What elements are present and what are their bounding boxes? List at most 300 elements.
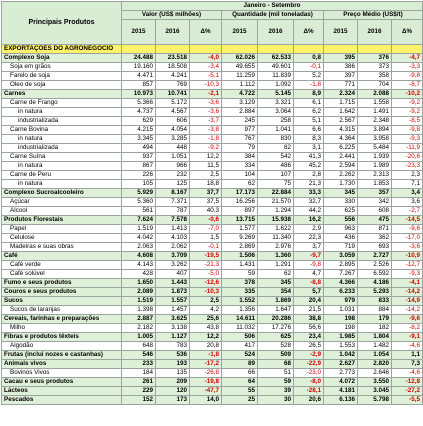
- cell-value: 494: [122, 144, 156, 153]
- cell-value: 59: [258, 378, 294, 387]
- cell-value: 1.642: [324, 108, 358, 117]
- cell-value: -3,6: [190, 108, 222, 117]
- row-label: Fibras e produtos têxteis: [2, 333, 122, 342]
- cell-value: 3.129: [222, 99, 258, 108]
- row-label: Cacau e seus produtos: [2, 378, 122, 387]
- cell-value: 5.798: [358, 396, 392, 405]
- cell-value: 30: [258, 396, 294, 405]
- table-row: [2, 369, 423, 378]
- cell-value: 55: [222, 387, 258, 396]
- cell-value: 7.267: [324, 270, 358, 279]
- cell-value: 1.112: [222, 81, 258, 90]
- table-row: [2, 162, 423, 171]
- cell-value: 3.894: [358, 126, 392, 135]
- cell-value: 11.340: [258, 234, 294, 243]
- cell-value: 26,5: [294, 342, 324, 351]
- table-row: [2, 189, 423, 198]
- cell-value: 107: [258, 171, 294, 180]
- group-header-value: Valor (US$ milhões): [122, 11, 222, 20]
- cell-value: 8,3: [294, 135, 324, 144]
- cell-value: 12,2: [190, 333, 222, 342]
- cell-value: 40,3: [190, 207, 222, 216]
- cell-value: 4.471: [122, 72, 156, 81]
- cell-value: 783: [156, 342, 190, 351]
- cell-value: [156, 45, 190, 54]
- cell-value: -12,6: [190, 279, 222, 288]
- cell-value: 830: [258, 135, 294, 144]
- cell-value: -4,7: [392, 54, 423, 63]
- row-label: Frutas (inclui nozes e castanhas): [2, 351, 122, 360]
- row-label: Sucos: [2, 297, 122, 306]
- table-row: [2, 252, 423, 261]
- cell-value: -26,8: [190, 369, 222, 378]
- cell-value: [222, 45, 258, 54]
- cell-value: -19,5: [190, 252, 222, 261]
- cell-value: 2,5: [190, 297, 222, 306]
- cell-value: 4.072: [324, 378, 358, 387]
- cell-value: 2.895: [324, 261, 358, 270]
- cell-value: 20,8: [190, 342, 222, 351]
- cell-value: 6,1: [294, 99, 324, 108]
- row-label: Café: [2, 252, 122, 261]
- sub-header-delta: Δ%: [190, 20, 222, 45]
- table-row: [2, 108, 423, 117]
- cell-value: 1.558: [358, 99, 392, 108]
- cell-value: 345: [324, 189, 358, 198]
- row-label: Produtos Florestais: [2, 216, 122, 225]
- cell-value: 37,5: [190, 198, 222, 207]
- cell-value: 1.398: [122, 306, 156, 315]
- cell-value: 9.269: [222, 234, 258, 243]
- cell-value: 44,2: [294, 207, 324, 216]
- cell-value: 1.360: [258, 252, 294, 261]
- cell-value: 1.005: [122, 333, 156, 342]
- cell-value: -3,8: [190, 126, 222, 135]
- cell-value: 528: [258, 342, 294, 351]
- cell-value: 79: [222, 144, 258, 153]
- cell-value: -2,9: [294, 351, 324, 360]
- row-label: Algodão: [2, 342, 122, 351]
- cell-value: [258, 45, 294, 54]
- table-row: [2, 90, 423, 99]
- cell-value: -9,6: [392, 225, 423, 234]
- sub-header-delta: Δ%: [392, 20, 423, 45]
- cell-value: -9,1: [392, 333, 423, 342]
- cell-value: 977: [222, 126, 258, 135]
- cell-value: 24.488: [122, 54, 156, 63]
- cell-value: 16,2: [294, 216, 324, 225]
- cell-value: 2,8: [294, 171, 324, 180]
- cell-value: 1.127: [156, 333, 190, 342]
- row-label: Fumo e seus produtos: [2, 279, 122, 288]
- cell-value: 407: [156, 270, 190, 279]
- cell-value: -19,8: [190, 378, 222, 387]
- cell-value: 184: [122, 369, 156, 378]
- row-label: Café verde: [2, 261, 122, 270]
- cell-value: 1.939: [358, 153, 392, 162]
- cell-value: 428: [122, 270, 156, 279]
- cell-value: 1.804: [358, 333, 392, 342]
- sub-header-2016: 2016: [258, 20, 294, 45]
- cell-value: -2,1: [190, 90, 222, 99]
- cell-value: -47,7: [190, 387, 222, 396]
- sub-header-2015: 2015: [222, 20, 258, 45]
- cell-value: 2.262: [324, 171, 358, 180]
- cell-value: 7.371: [156, 198, 190, 207]
- row-label: in natura: [2, 180, 122, 189]
- cell-value: [294, 45, 324, 54]
- cell-value: 1.294: [258, 207, 294, 216]
- period-header: Janeiro - Setembro: [122, 2, 423, 11]
- cell-value: 2,9: [294, 225, 324, 234]
- cell-value: 1.457: [156, 306, 190, 315]
- cell-value: 334: [222, 162, 258, 171]
- cell-value: 1.730: [324, 180, 358, 189]
- row-label: Bovinos Vivos: [2, 369, 122, 378]
- cell-value: 4.737: [122, 108, 156, 117]
- table-row: [2, 45, 423, 54]
- cell-value: 120: [156, 387, 190, 396]
- cell-value: 2.820: [358, 360, 392, 369]
- row-label: Complexo Sucroalcooleiro: [2, 189, 122, 198]
- cell-value: -5,1: [190, 72, 222, 81]
- cell-value: 357: [358, 189, 392, 198]
- table-row: [2, 306, 423, 315]
- cell-value: 1.552: [222, 297, 258, 306]
- cell-value: 1.413: [156, 225, 190, 234]
- cell-value: -10,9: [392, 252, 423, 261]
- cell-value: -9,3: [392, 270, 423, 279]
- cell-value: 362: [358, 234, 392, 243]
- cell-value: 49.655: [222, 63, 258, 72]
- cell-value: 5.366: [122, 99, 156, 108]
- cell-value: 5,1: [294, 117, 324, 126]
- cell-value: 384: [222, 153, 258, 162]
- cell-value: 4.181: [324, 387, 358, 396]
- cell-value: 4.143: [122, 261, 156, 270]
- cell-value: 3,1: [294, 144, 324, 153]
- cell-value: 1.553: [324, 342, 358, 351]
- table-row: [2, 243, 423, 252]
- table-row: [2, 216, 423, 225]
- cell-value: 39: [258, 387, 294, 396]
- cell-value: 261: [122, 378, 156, 387]
- cell-value: 2.884: [222, 108, 258, 117]
- cell-value: 4.315: [324, 126, 358, 135]
- cell-value: 3.709: [156, 252, 190, 261]
- cell-value: 7.624: [122, 216, 156, 225]
- row-label: industrializada: [2, 117, 122, 126]
- cell-value: 5,2: [294, 72, 324, 81]
- cell-value: 335: [222, 288, 258, 297]
- cell-value: 4.215: [122, 126, 156, 135]
- cell-value: -14,9: [392, 297, 423, 306]
- sub-header-2015: 2015: [324, 20, 358, 45]
- cell-value: 693: [358, 243, 392, 252]
- cell-value: 37,7: [190, 189, 222, 198]
- sub-header-2016: 2016: [156, 20, 190, 45]
- row-label: Celulose: [2, 234, 122, 243]
- table-row: [2, 117, 423, 126]
- cell-value: 232: [156, 171, 190, 180]
- cell-value: 524: [222, 351, 258, 360]
- table-row: [2, 351, 423, 360]
- cell-value: 4.567: [156, 108, 190, 117]
- table-row: [2, 288, 423, 297]
- cell-value: 4.103: [156, 234, 190, 243]
- cell-value: 182: [358, 324, 392, 333]
- table-row: [2, 135, 423, 144]
- agribusiness-exports-table: [1, 1, 423, 405]
- cell-value: 6.592: [358, 270, 392, 279]
- cell-value: -9,2: [392, 108, 423, 117]
- table-row: [2, 54, 423, 63]
- cell-value: 1.042: [324, 351, 358, 360]
- cell-value: -3,3: [392, 63, 423, 72]
- cell-value: 966: [156, 162, 190, 171]
- cell-value: -8,0: [294, 378, 324, 387]
- cell-value: 625: [324, 207, 358, 216]
- cell-value: 1,1: [392, 351, 423, 360]
- row-label: industrializada: [2, 144, 122, 153]
- cell-value: [392, 45, 423, 54]
- cell-value: 2.324: [324, 90, 358, 99]
- cell-value: 33,3: [294, 189, 324, 198]
- table-row: [2, 333, 423, 342]
- cell-value: 704: [358, 81, 392, 90]
- cell-value: 49.601: [258, 63, 294, 72]
- cell-value: 82: [258, 144, 294, 153]
- cell-value: 3.059: [324, 252, 358, 261]
- cell-value: 342: [358, 198, 392, 207]
- cell-value: 509: [258, 351, 294, 360]
- row-label: Carne Bovina: [2, 126, 122, 135]
- cell-value: 22,3: [294, 234, 324, 243]
- table-row: [2, 270, 423, 279]
- row-label: in natura: [2, 162, 122, 171]
- cell-value: 2.594: [324, 162, 358, 171]
- cell-value: 1.506: [222, 252, 258, 261]
- row-label: Carne Suína: [2, 153, 122, 162]
- cell-value: 771: [324, 81, 358, 90]
- cell-value: 198: [324, 315, 358, 324]
- cell-value: 3.958: [358, 135, 392, 144]
- cell-value: -9,8: [392, 72, 423, 81]
- cell-value: 486: [258, 162, 294, 171]
- cell-value: -3,6: [392, 243, 423, 252]
- cell-value: 7,3: [392, 360, 423, 369]
- row-label: Carne de Frango: [2, 99, 122, 108]
- cell-value: -10,2: [392, 90, 423, 99]
- cell-value: 871: [358, 225, 392, 234]
- cell-value: 3.345: [122, 135, 156, 144]
- sub-header-delta: Δ%: [294, 20, 324, 45]
- cell-value: 884: [358, 306, 392, 315]
- cell-value: 2.063: [122, 243, 156, 252]
- cell-value: -3,4: [190, 63, 222, 72]
- cell-value: 1.092: [258, 81, 294, 90]
- cell-value: 1.431: [222, 261, 258, 270]
- cell-value: 608: [358, 207, 392, 216]
- cell-value: -12,7: [392, 261, 423, 270]
- cell-value: [358, 45, 392, 54]
- cell-value: -14,2: [392, 306, 423, 315]
- cell-value: -27,2: [392, 387, 423, 396]
- cell-value: 1.869: [258, 297, 294, 306]
- cell-value: 62: [258, 270, 294, 279]
- cell-value: 104: [222, 171, 258, 180]
- cell-value: -20,6: [392, 153, 423, 162]
- cell-value: 59: [222, 270, 258, 279]
- table-row: [2, 225, 423, 234]
- cell-value: 25,6: [190, 315, 222, 324]
- cell-value: 193: [156, 360, 190, 369]
- cell-value: 648: [122, 342, 156, 351]
- cell-value: 2.976: [258, 243, 294, 252]
- cell-value: -23,0: [294, 369, 324, 378]
- cell-value: 1.650: [122, 279, 156, 288]
- cell-value: 173: [156, 396, 190, 405]
- row-label: Papel: [2, 225, 122, 234]
- cell-value: 1.577: [222, 225, 258, 234]
- cell-value: -0,1: [190, 243, 222, 252]
- cell-value: -12,8: [392, 378, 423, 387]
- cell-value: 245: [222, 117, 258, 126]
- cell-value: 18.508: [156, 63, 190, 72]
- cell-value: 767: [222, 135, 258, 144]
- cell-value: 2.182: [122, 324, 156, 333]
- cell-value: 3.064: [258, 108, 294, 117]
- cell-value: 6.225: [324, 144, 358, 153]
- cell-value: 56,6: [294, 324, 324, 333]
- cell-value: 25: [222, 396, 258, 405]
- table-row: [2, 378, 423, 387]
- cell-value: 14,0: [190, 396, 222, 405]
- cell-value: 719: [324, 243, 358, 252]
- cell-value: 1.041: [258, 126, 294, 135]
- cell-value: 41,3: [294, 153, 324, 162]
- row-label: EXPORTAÇÕES DO AGRONEGÓCIO: [2, 45, 122, 54]
- cell-value: 12,2: [190, 153, 222, 162]
- table-row: [2, 315, 423, 324]
- row-label: Milho: [2, 324, 122, 333]
- cell-value: 21,3: [294, 180, 324, 189]
- cell-value: 233: [122, 360, 156, 369]
- table-row: [2, 387, 423, 396]
- cell-value: 5.484: [358, 144, 392, 153]
- cell-value: 1.647: [258, 306, 294, 315]
- row-label: Álcool: [2, 207, 122, 216]
- cell-value: 2.627: [324, 360, 358, 369]
- cell-value: -9,2: [190, 144, 222, 153]
- cell-value: 378: [222, 279, 258, 288]
- row-label: Açúcar: [2, 198, 122, 207]
- cell-value: 1.051: [156, 153, 190, 162]
- cell-value: -8,7: [392, 81, 423, 90]
- cell-value: 51: [258, 369, 294, 378]
- cell-value: 2.869: [222, 243, 258, 252]
- cell-value: 3.625: [156, 315, 190, 324]
- cell-value: -4,6: [392, 342, 423, 351]
- cell-value: 19.160: [122, 63, 156, 72]
- cell-value: 11.259: [222, 72, 258, 81]
- cell-value: 2,5: [190, 171, 222, 180]
- cell-value: 11,5: [190, 162, 222, 171]
- cell-value: 787: [156, 207, 190, 216]
- row-label: Soja em grãos: [2, 63, 122, 72]
- row-label: Cereais, farinhas e preparações: [2, 315, 122, 324]
- cell-value: 2.567: [324, 117, 358, 126]
- table-row: [2, 207, 423, 216]
- cell-value: -5,0: [190, 270, 222, 279]
- cell-value: 20,4: [294, 297, 324, 306]
- cell-value: 2.313: [358, 171, 392, 180]
- cell-value: 448: [156, 144, 190, 153]
- table-row: [2, 72, 423, 81]
- cell-value: 6.233: [324, 288, 358, 297]
- cell-value: 7.578: [156, 216, 190, 225]
- cell-value: 625: [258, 333, 294, 342]
- cell-value: -14,2: [392, 288, 423, 297]
- cell-value: -10,3: [190, 288, 222, 297]
- cell-value: 506: [222, 333, 258, 342]
- cell-value: 2.526: [358, 261, 392, 270]
- cell-value: 358: [358, 72, 392, 81]
- cell-value: 4.608: [122, 252, 156, 261]
- cell-value: 3,4: [392, 189, 423, 198]
- cell-value: 436: [324, 234, 358, 243]
- cell-value: 21,5: [294, 306, 324, 315]
- cell-value: 198: [324, 324, 358, 333]
- cell-value: 4.054: [156, 126, 190, 135]
- cell-value: -0,1: [294, 63, 324, 72]
- cell-value: 963: [324, 225, 358, 234]
- group-header-price: Preço Médio (US$/t): [324, 11, 423, 20]
- cell-value: 4.364: [324, 135, 358, 144]
- cell-value: 21.570: [258, 198, 294, 207]
- cell-value: -2,7: [392, 207, 423, 216]
- group-header-quantity: Quantidade (mil toneladas): [222, 11, 324, 20]
- cell-value: -9,6: [392, 315, 423, 324]
- cell-value: -3,6: [190, 99, 222, 108]
- table-row: [2, 198, 423, 207]
- table-row: [2, 144, 423, 153]
- cell-value: 373: [358, 63, 392, 72]
- row-label: Farelo de soja: [2, 72, 122, 81]
- cell-value: 23.518: [156, 54, 190, 63]
- cell-value: [190, 45, 222, 54]
- cell-value: 15.938: [258, 216, 294, 225]
- cell-value: 64: [222, 378, 258, 387]
- table-row: [2, 81, 423, 90]
- cell-value: 23,4: [294, 333, 324, 342]
- row-label: Café solúvel: [2, 270, 122, 279]
- cell-value: 395: [324, 54, 358, 63]
- table-row: [2, 360, 423, 369]
- cell-value: -1,8: [190, 351, 222, 360]
- cell-value: 258: [258, 117, 294, 126]
- cell-value: -0,6: [190, 216, 222, 225]
- cell-value: 2.062: [156, 243, 190, 252]
- cell-value: 4,7: [294, 270, 324, 279]
- cell-value: -8,2: [392, 324, 423, 333]
- cell-value: 417: [222, 342, 258, 351]
- cell-value: 1.519: [122, 297, 156, 306]
- cell-value: 38,8: [294, 315, 324, 324]
- cell-value: -8,5: [392, 117, 423, 126]
- cell-value: 536: [156, 351, 190, 360]
- cell-value: -10,3: [190, 81, 222, 90]
